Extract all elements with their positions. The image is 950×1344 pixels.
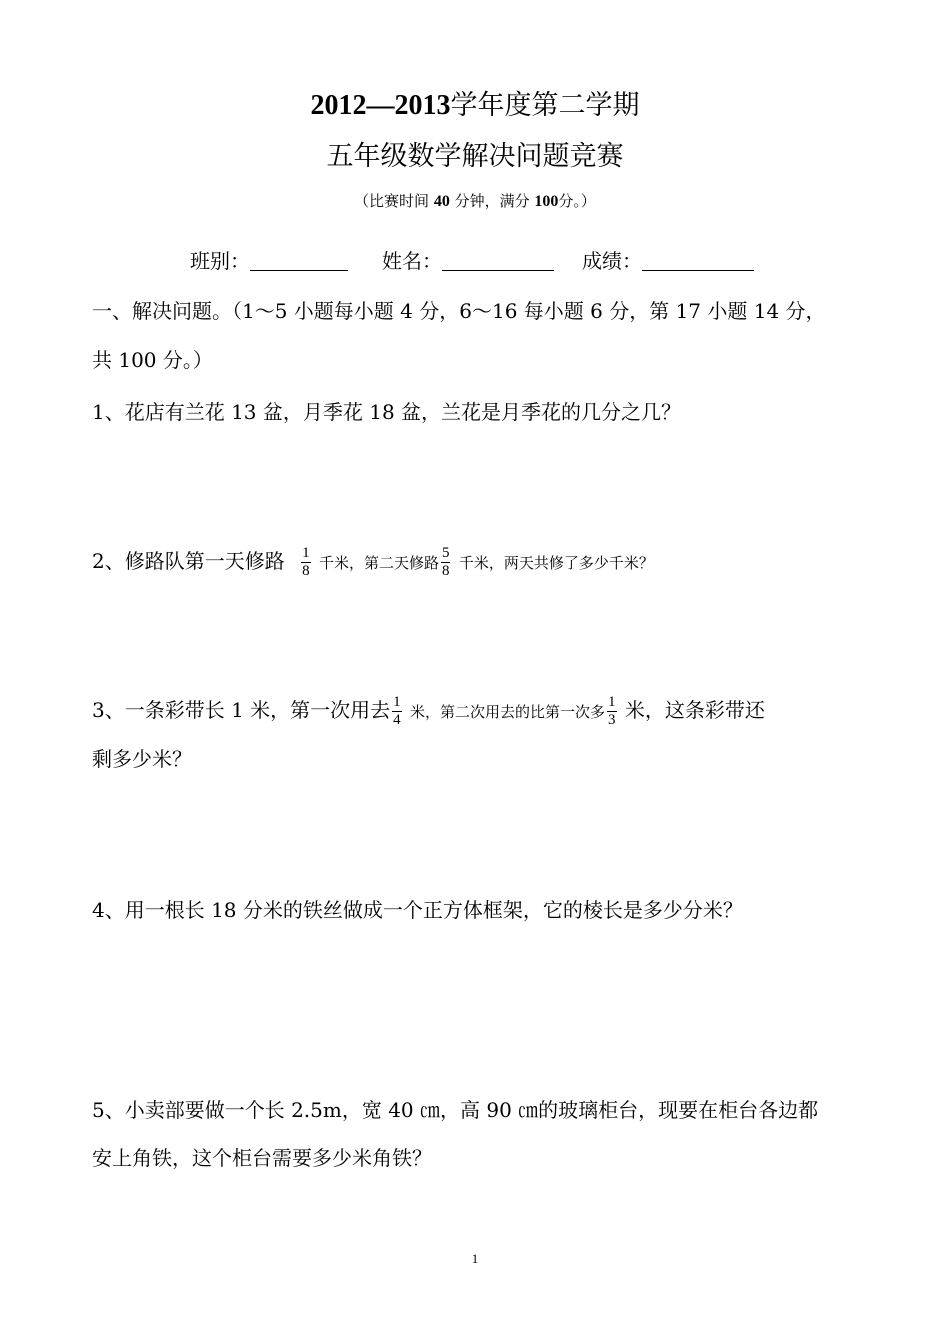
section-instructions-line-2: 共 100 分。） xyxy=(92,348,213,372)
fraction-one-third: $\frac{1}{3}$ xyxy=(608,694,616,728)
question-5-line-1: 5、小卖部要做一个长 2.5m，宽 40 ㎝，高 90 ㎝的玻璃柜台，现要在柜台各边都 xyxy=(92,1098,819,1122)
fraction-five-eighths: $\frac{5}{8}$ xyxy=(441,545,450,579)
page-number: 1 xyxy=(471,1251,479,1266)
exam-note: （比赛时间 40 分钟，满分 100分。） xyxy=(354,192,596,210)
question-1: 1、花店有兰花 13 盆，月季花 18 盆，兰花是月季花的几分之几？ xyxy=(92,400,682,424)
name-label: 姓名： xyxy=(382,249,442,273)
time-value: 40 xyxy=(433,193,450,210)
fraction-one-quarter: $\frac{1}{4}$ xyxy=(393,694,401,728)
question-3-line-2: 剩多少米？ xyxy=(92,747,192,771)
fraction-one-eighth: $\frac{1}{8}$ xyxy=(302,545,310,579)
term-text: 学年度第二学期 xyxy=(450,90,640,121)
name-blank[interactable] xyxy=(442,250,554,271)
class-blank[interactable] xyxy=(250,250,348,271)
grade-field xyxy=(582,247,754,275)
grade-blank[interactable] xyxy=(642,250,754,271)
question-3-line-1: 3、一条彩带长 1 米，第一次用去 $\frac{1}{4}$ 米，第二次用去的比第一次多 $\frac{1}{3}$ 米，这条彩带还 xyxy=(92,694,765,728)
question-5-line-2: 安上角铁，这个柜台需要多少米角铁？ xyxy=(92,1146,432,1170)
title-line-1 xyxy=(0,88,950,124)
year-range: 2012—2013 xyxy=(310,90,451,121)
score-value: 100 xyxy=(534,193,559,210)
grade-label: 成绩： xyxy=(582,249,642,273)
class-label: 班别： xyxy=(190,249,250,273)
title-line-2: 五年级数学解决问题竞赛 xyxy=(326,141,624,172)
question-4: 4、用一根长 18 分米的铁丝做成一个正方体框架，它的棱长是多少分米？ xyxy=(92,898,743,922)
question-2: 2、修路队第一天修路 $\frac{1}{8}$ 千米，第二天修路 $\frac{5}{8}$ 千米，两天共修了多少千米？ xyxy=(92,545,654,579)
section-instructions-line-1: 一、解决问题。（1～5 小题每小题 4 分，6～16 每小题 6 分，第 17 小题 14 分， xyxy=(92,299,826,323)
name-field xyxy=(382,247,554,275)
class-field xyxy=(190,247,348,275)
